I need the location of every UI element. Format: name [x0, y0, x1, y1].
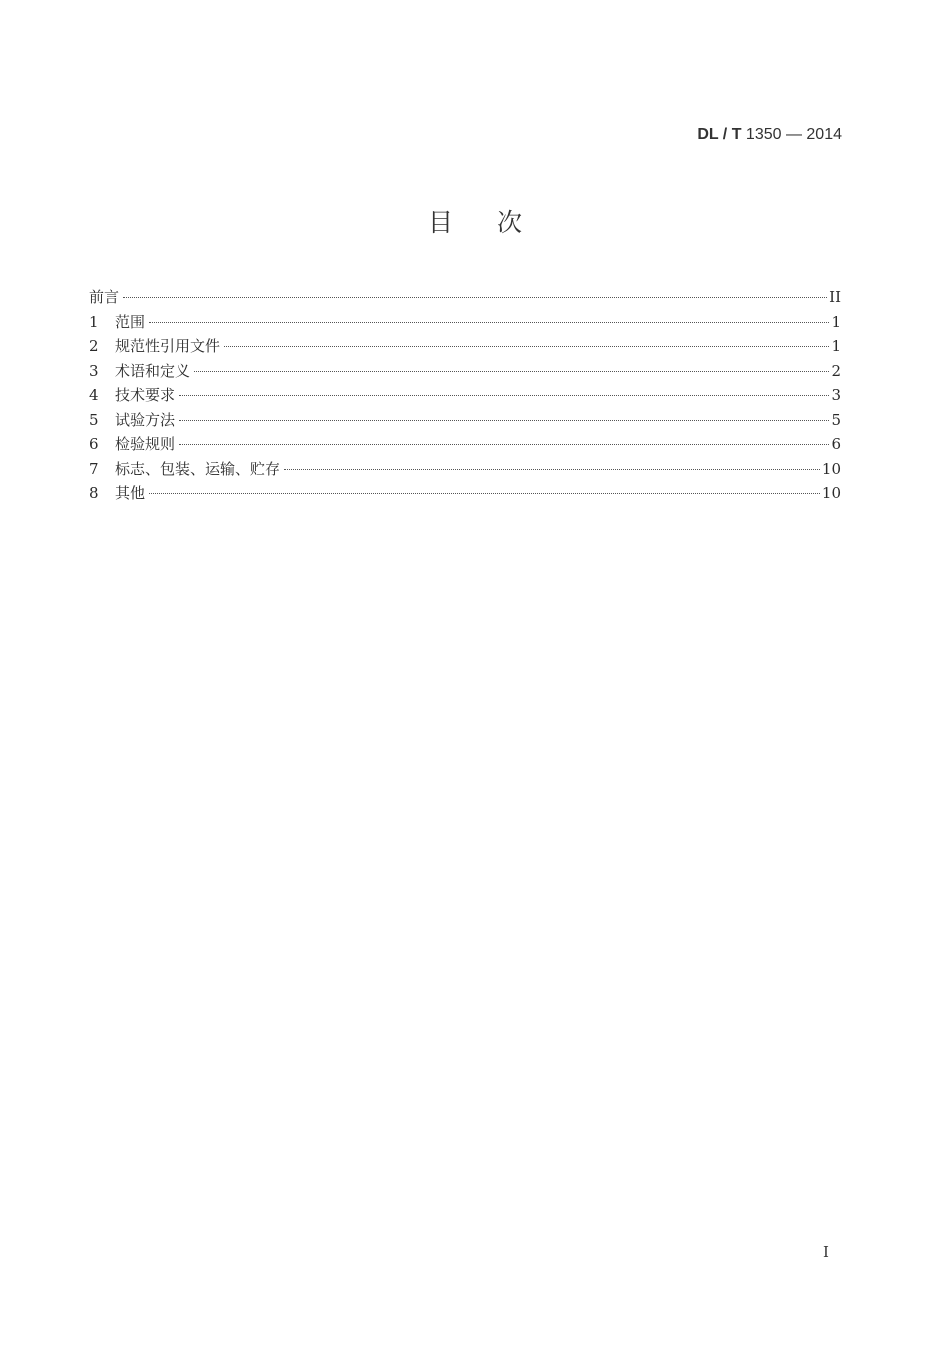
toc-entry-technical-requirements[interactable] [89, 383, 841, 408]
toc-entry-terms-definitions[interactable] [89, 359, 841, 384]
toc-entry-number: 3 [89, 361, 99, 380]
toc-leader-dots [224, 346, 829, 347]
standard-code-number: 1350 — 2014 [741, 126, 842, 143]
toc-entry-page: II [829, 288, 841, 306]
standard-code-prefix: DL / T [697, 126, 742, 143]
toc-entry-test-methods[interactable] [89, 408, 841, 433]
toc-leader-dots [179, 444, 829, 445]
toc-leader-dots [149, 322, 829, 323]
toc-entry-number: 2 [89, 337, 99, 355]
toc-entry-page: 5 [831, 410, 841, 429]
toc-entry-number: 1 [89, 312, 99, 331]
toc-leader-dots [123, 297, 827, 298]
toc-entry-number: 4 [89, 386, 99, 404]
toc-entry-page: 3 [831, 386, 841, 404]
toc-entry-label: 范围 [115, 312, 146, 331]
toc-entry-label: 规范性引用文件 [115, 337, 221, 355]
toc-entry-marking-packaging[interactable] [89, 457, 841, 482]
toc-entry-page: 1 [831, 312, 841, 331]
toc-title: 目次 [427, 208, 566, 237]
toc-entry-label: 技术要求 [115, 386, 176, 404]
toc-leader-dots [179, 395, 829, 396]
table-of-contents [89, 285, 841, 506]
toc-entry-label: 检验规则 [115, 435, 176, 453]
toc-entry-label: 其他 [115, 484, 146, 502]
standard-code [697, 126, 842, 144]
toc-entry-number: 8 [89, 484, 99, 502]
toc-entry-number: 7 [89, 459, 99, 478]
toc-leader-dots [149, 493, 820, 494]
toc-entry-others[interactable] [89, 481, 841, 506]
toc-entry-number: 5 [89, 410, 99, 429]
toc-entry-number: 6 [89, 435, 99, 453]
toc-entry-label: 前言 [89, 288, 120, 306]
toc-entry-label: 标志、包装、运输、贮存 [115, 459, 281, 478]
toc-entry-page: 10 [821, 459, 841, 478]
toc-entry-normative-references[interactable] [89, 334, 841, 359]
toc-entry-page: 2 [831, 361, 841, 380]
toc-entry-page: 10 [821, 484, 841, 502]
toc-leader-dots [284, 469, 820, 470]
toc-entry-label: 术语和定义 [115, 361, 191, 380]
toc-entry-inspection-rules[interactable] [89, 432, 841, 457]
toc-entry-label: 试验方法 [115, 410, 176, 429]
toc-entry-page: 6 [831, 435, 841, 453]
toc-entry-scope[interactable] [89, 310, 841, 335]
toc-entry-foreword[interactable] [89, 285, 841, 310]
toc-leader-dots [179, 420, 829, 421]
page-number: I [823, 1243, 829, 1261]
toc-entry-page: 1 [831, 337, 841, 355]
toc-leader-dots [194, 371, 829, 372]
